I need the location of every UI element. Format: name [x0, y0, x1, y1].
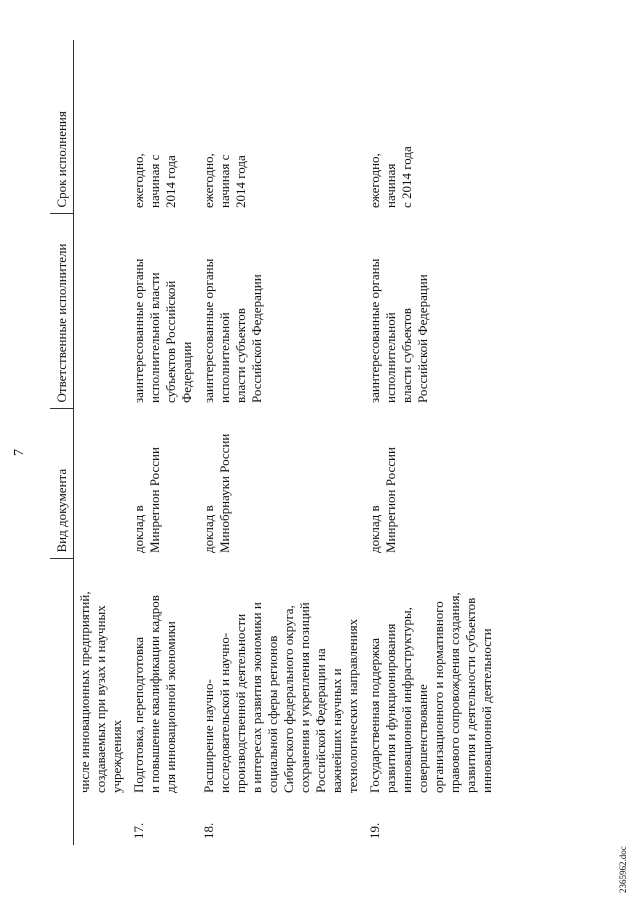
file-code: 2365962.doc: [618, 846, 628, 893]
row-document-type: доклад в Минрегион России: [367, 447, 398, 553]
row-executors: заинтересованные органы исполнительной власти субъектов Российской Федерации: [131, 258, 194, 403]
table-row: [198, 40, 364, 845]
table-row: [74, 40, 129, 845]
row-description: числе инновационных предприятий, создаваемых при вузах и научных учреждениях: [77, 591, 124, 793]
row-executors: заинтересованные органы исполнительной власти субъектов Российской Федерации: [201, 258, 264, 403]
table-row: [364, 40, 498, 845]
row-number: 17.: [131, 822, 146, 839]
header-deadline: Срок исполнения: [50, 40, 74, 214]
row-number: [74, 799, 129, 845]
row-deadline: ежегодно, начиная с 2014 года: [131, 153, 178, 208]
row-description: Подготовка, переподготовка и повышение квалификации кадров для инновационной экономики: [131, 595, 178, 793]
row-description: Расширение научно- исследовательской и научно- производственной деятельности в интересах развития экономики и социальной сферы регионов Сибирского федерального округа, сохранения и укрепления позиций Российской Федерации на важнейших научных и технологических направлениях: [201, 602, 360, 793]
row-description: Государственная поддержка развития и функционирования инновационной инфраструктуры, совершенствование организационного и нормативного правового сопровождения создания, развития и деятельности субъектов инновационной деятельности: [367, 592, 494, 793]
row-deadline: ежегодно, начиная с 2014 года: [201, 153, 248, 208]
header-description: [50, 559, 74, 799]
table-header-row: [50, 40, 74, 845]
row-deadline: ежегодно, начиная с 2014 года: [367, 146, 414, 208]
header-number: [50, 799, 74, 845]
row-document-type: доклад в Минрегион России: [131, 447, 162, 553]
table-row: [128, 40, 198, 845]
action-plan-table: [50, 40, 498, 845]
row-document-type: доклад в Минобрнауки России: [201, 433, 232, 553]
row-executors: заинтересованные органы исполнительной власти субъектов Российской Федерации: [367, 258, 430, 403]
header-document-type: Вид документа: [50, 409, 74, 559]
page-number: 7: [12, 449, 27, 456]
header-executors: Ответственные исполнители: [50, 214, 74, 409]
row-number: 19.: [367, 822, 382, 839]
row-number: 18.: [201, 822, 216, 839]
